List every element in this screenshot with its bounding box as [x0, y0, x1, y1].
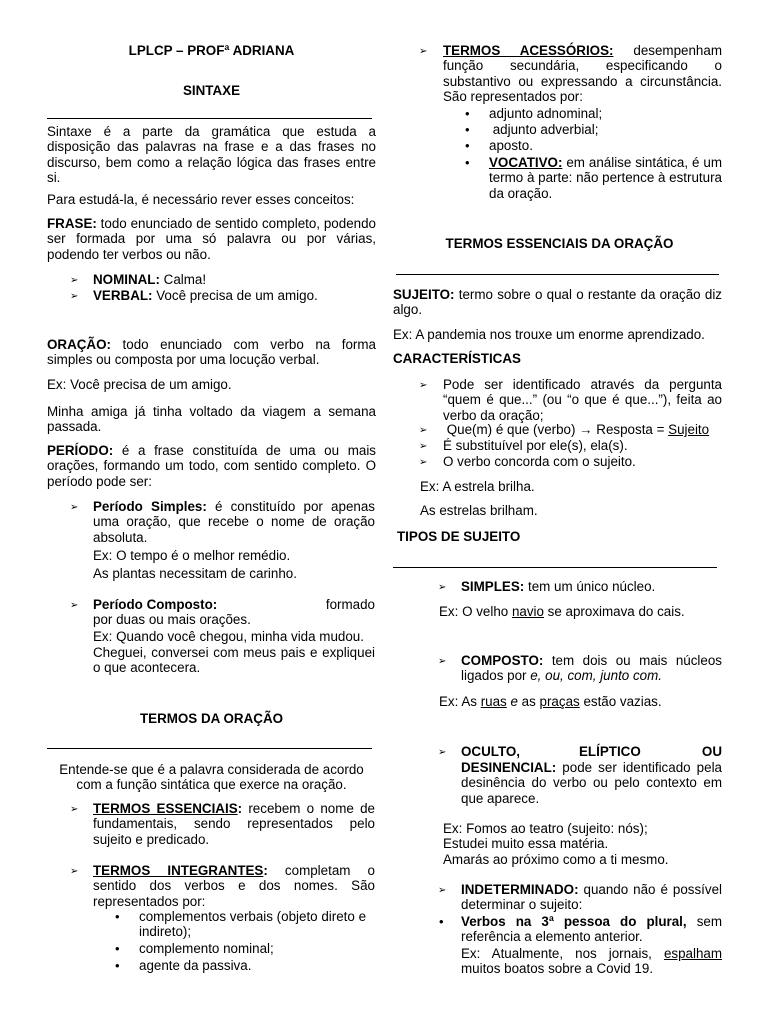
- bullet-icon: •: [439, 914, 444, 929]
- termos-essenciais-oracao-title: TERMOS ESSENCIAIS DA ORAÇÃO: [445, 236, 674, 251]
- arrow-bullet-icon: ➢: [70, 275, 79, 286]
- arrow-bullet-icon: ➢: [70, 502, 79, 513]
- list-item: adjunto adnominal;: [489, 106, 603, 121]
- arrow-bullet-icon: ➢: [438, 656, 447, 667]
- periodo-simples-example-2: As plantas necessitam de carinho.: [93, 566, 297, 581]
- periodo-composto-example-2: Cheguei, conversei com meus pais e expliquei o que acontecera.: [93, 645, 375, 676]
- arrow-bullet-icon: ➢: [419, 46, 428, 57]
- oculto-heading: OCULTO, ELÍPTICO OU: [461, 744, 722, 759]
- sujeito-label: SUJEITO:: [393, 287, 455, 302]
- periodo-composto-formado: formado: [325, 597, 375, 612]
- caracteristica-item: É substituível por ele(s), ela(s).: [443, 438, 628, 453]
- termos-oracao-title: TERMOS DA ORAÇÃO: [139, 711, 284, 726]
- oracao-definition: [47, 337, 376, 368]
- arrow-bullet-icon: ➢: [419, 380, 428, 391]
- periodo-simples-label: Período Simples:: [93, 499, 207, 514]
- list-item: adjunto adverbial;: [489, 122, 599, 137]
- nucleo-underlined: praças: [539, 694, 580, 709]
- termos-integrantes-text: completam o sentido dos verbos e dos nomes. São representados por:: [93, 863, 375, 909]
- document-header: LPLCP – PROFª ADRIANA: [128, 43, 295, 58]
- tipos-sujeito-title: TIPOS DE SUJEITO: [397, 529, 521, 544]
- termos-essenciais-label: TERMOS ESSENCIAIS: [93, 801, 238, 816]
- termos-essenciais-item: TERMOS ESSENCIAIS: recebem o nome de fundamentais, sendo representados pelo sujeito e predicado.: [93, 801, 375, 847]
- termos-acessorios-label: TERMOS ACESSÓRIOS:: [443, 43, 614, 58]
- arrow-bullet-icon: ➢: [70, 291, 79, 302]
- periodo-label: PERÍODO:: [47, 443, 114, 458]
- verbos-plural-example: Ex: Atualmente, nos jornais, espalham muitos boatos sobre a Covid 19.: [461, 946, 722, 977]
- periodo-simples-example-1: Ex: O tempo é o melhor remédio.: [93, 548, 291, 563]
- periodo-simples-item: [93, 499, 375, 545]
- composto-example: Ex: As ruas e as praças estão vazias.: [439, 694, 662, 709]
- nominal-item: [93, 272, 206, 287]
- composto-text: tem dois ou mais núcleos ligados por: [461, 653, 722, 684]
- simples-label: SIMPLES:: [461, 579, 525, 594]
- oculto-example-2: Estudei muito essa matéria.: [443, 836, 609, 851]
- nominal-label: NOMINAL:: [93, 272, 160, 287]
- indeterminado-label: INDETERMINADO:: [461, 882, 579, 897]
- vocativo-text: em análise sintática, é um termo à parte: não pertence à estrutura da oração.: [489, 155, 722, 201]
- list-item: complementos verbais (objeto direto e indireto);: [139, 909, 367, 940]
- bullet-icon: •: [115, 958, 120, 973]
- rever-conceitos-text: Para estudá-la, é necessário rever esses conceitos:: [47, 192, 355, 207]
- intro-paragraph: Sintaxe é a parte da gramática que estuda a disposição das palavras na frase e a das frases no discurso, bem como a relação lógica das frases entre si.: [47, 124, 376, 186]
- nucleo-underlined: ruas: [480, 694, 507, 709]
- page-title: SINTAXE: [182, 83, 241, 98]
- title-divider: [47, 118, 372, 119]
- vocativo-label: VOCATIVO:: [489, 155, 563, 170]
- nucleo-underlined: navio: [511, 604, 544, 619]
- oculto-text: pode ser identificado pela desinência do verbo ou pelo contexto em que aparece.: [461, 760, 722, 806]
- bullet-icon: •: [115, 941, 120, 956]
- arrow-bullet-icon: ➢: [438, 747, 447, 758]
- verbal-label: VERBAL:: [93, 288, 153, 303]
- frase-label: FRASE:: [47, 216, 97, 231]
- entende-paragraph: Entende-se que é a palavra considerada de acordo com a função sintática que exerce na oração.: [59, 762, 364, 793]
- composto-conectivos: e, ou, com, junto com.: [530, 668, 662, 684]
- caracteristica-example-2: As estrelas brilham.: [420, 503, 538, 518]
- section-divider: [47, 748, 372, 749]
- caracteristica-item: O verbo concorda com o sujeito.: [443, 454, 636, 469]
- periodo-text: é a frase constituída de uma ou mais orações, formando um todo, com sentido completo. O período pode ser:: [47, 443, 376, 489]
- periodo-composto-example-1: Ex: Quando você chegou, minha vida mudou.: [93, 629, 364, 644]
- arrow-bullet-icon: ➢: [70, 600, 79, 611]
- sujeito-example: Ex: A pandemia nos trouxe um enorme aprendizado.: [393, 327, 705, 342]
- caracteristicas-title: CARACTERÍSTICAS: [393, 351, 521, 366]
- verbal-text: Você precisa de um amigo.: [152, 288, 318, 303]
- caracteristica-item: Pode ser identificado através da pergunta “quem é que...” (ou “o que é que...”), feita ao verbo da oração;: [443, 377, 722, 423]
- verbos-plural-text: sem referência a elemento anterior.: [461, 914, 722, 945]
- oracao-example: Ex: Você precisa de um amigo.: [47, 377, 232, 392]
- bullet-icon: •: [465, 106, 470, 121]
- caracteristica-example-1: Ex: A estrela brilha.: [420, 479, 535, 494]
- periodo-simples-text: é constituído por apenas uma oração, que recebe o nome de oração absoluta.: [93, 499, 375, 545]
- bullet-icon: •: [465, 122, 470, 137]
- termos-acessorios-text: desempenham função secundária, especificando o substantivo ou expressando a circunstância. São representados por:: [443, 43, 722, 105]
- frase-definition: [47, 216, 376, 262]
- simples-text: tem um único núcleo.: [524, 579, 656, 594]
- termos-essenciais-text: recebem o nome de fundamentais, sendo representados pelo sujeito e predicado.: [93, 801, 375, 847]
- sujeito-underlined: Sujeito: [668, 422, 710, 437]
- indeterminado-text: quando não é possível determinar o sujeito:: [461, 882, 722, 913]
- termos-acessorios-item: [443, 43, 722, 105]
- arrow-bullet-icon: ➢: [70, 804, 79, 815]
- list-item: aposto.: [489, 138, 533, 153]
- oculto-label: DESINENCIAL:: [461, 760, 557, 775]
- arrow-bullet-icon: ➢: [438, 885, 447, 896]
- oculto-example-1: Ex: Fomos ao teatro (sujeito: nós);: [443, 821, 648, 836]
- vocativo-item: [489, 155, 722, 201]
- verbal-item: [93, 288, 318, 303]
- arrow-bullet-icon: ➢: [419, 425, 428, 436]
- periodo-composto-label: Período Composto:: [93, 597, 218, 612]
- simples-item: [461, 579, 655, 594]
- periodo-definition: [47, 443, 376, 489]
- section-divider: [396, 274, 719, 275]
- arrow-bullet-icon: ➢: [70, 866, 79, 877]
- bullet-icon: •: [465, 138, 470, 153]
- list-item: agente da passiva.: [139, 958, 252, 973]
- sujeito-text: termo sobre o qual o restante da oração diz algo.: [393, 287, 722, 318]
- arrow-bullet-icon: ➢: [438, 582, 447, 593]
- bullet-icon: •: [115, 909, 120, 924]
- nominal-text: Calma!: [159, 272, 207, 287]
- oculto-example-3: Amarás ao próximo como a ti mesmo.: [443, 852, 669, 867]
- verbos-plural-item: [461, 914, 722, 945]
- bullet-icon: •: [465, 155, 470, 170]
- sujeito-definition: [393, 287, 722, 318]
- oracao-example-2: Minha amiga já tinha voltado da viagem a semana passada.: [47, 404, 376, 435]
- verbos-plural-label: Verbos na 3ª pessoa do plural,: [461, 914, 687, 929]
- composto-item: [461, 653, 722, 684]
- section-divider: [393, 567, 717, 568]
- simples-example: Ex: O velho navio se aproximava do cais.: [439, 604, 685, 619]
- termos-integrantes-item: TERMOS INTEGRANTES: completam o sentido dos verbos e dos nomes. São representados por:: [93, 863, 375, 909]
- indeterminado-item: [461, 882, 722, 913]
- frase-text: todo enunciado de sentido completo, podendo ser formada por uma só palavra ou por várias, podendo ter verbos ou não.: [47, 216, 376, 262]
- list-item: complemento nominal;: [139, 941, 274, 956]
- oracao-text: todo enunciado com verbo na forma simples ou composta por uma locução verbal.: [47, 337, 376, 368]
- termos-integrantes-label: TERMOS INTEGRANTES: [93, 863, 264, 878]
- oracao-label: ORAÇÃO:: [47, 337, 111, 352]
- caracteristica-item: Que(m) é que (verbo) → Resposta = Sujeito: [443, 422, 710, 437]
- verbo-underlined: espalham: [663, 946, 722, 961]
- periodo-composto-text: por duas ou mais orações.: [93, 612, 251, 627]
- arrow-bullet-icon: ➢: [419, 457, 428, 468]
- arrow-bullet-icon: ➢: [419, 441, 428, 452]
- oculto-item: [461, 760, 722, 806]
- composto-label: COMPOSTO:: [461, 653, 544, 668]
